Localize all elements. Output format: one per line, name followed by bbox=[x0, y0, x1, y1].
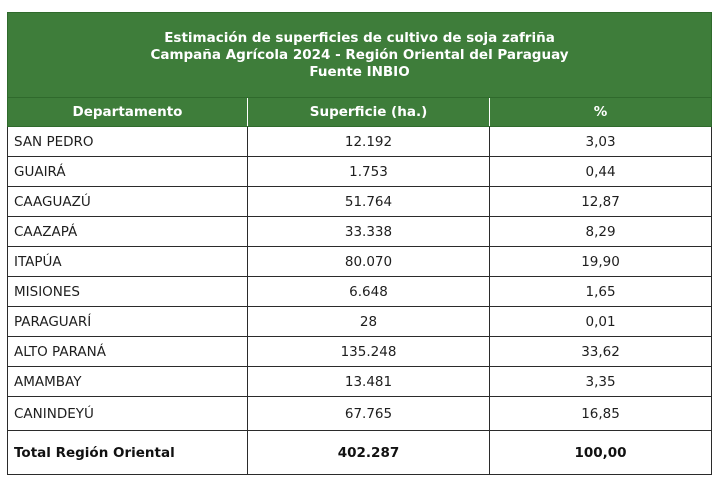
cell-superficie: 12.192 bbox=[248, 127, 490, 157]
column-header-superficie: Superficie (ha.) bbox=[248, 98, 490, 127]
total-row bbox=[8, 431, 712, 475]
table-row bbox=[8, 247, 712, 277]
cell-departamento: GUAIRÁ bbox=[8, 157, 248, 187]
cell-departamento: ALTO PARANÁ bbox=[8, 337, 248, 367]
table-row bbox=[8, 277, 712, 307]
cell-percent: 0,44 bbox=[490, 157, 712, 187]
title-line-3: Fuente INBIO bbox=[309, 63, 410, 80]
table-title bbox=[8, 13, 712, 98]
cell-departamento: CAAGUAZÚ bbox=[8, 187, 248, 217]
cell-percent: 0,01 bbox=[490, 307, 712, 337]
cell-departamento: SAN PEDRO bbox=[8, 127, 248, 157]
cell-departamento: CANINDEYÚ bbox=[8, 397, 248, 431]
table-row bbox=[8, 397, 712, 431]
table-row bbox=[8, 307, 712, 337]
soy-area-table bbox=[7, 12, 712, 475]
table-row bbox=[8, 337, 712, 367]
cell-superficie: 1.753 bbox=[248, 157, 490, 187]
cell-departamento: ITAPÚA bbox=[8, 247, 248, 277]
table-row bbox=[8, 217, 712, 247]
cell-superficie: 6.648 bbox=[248, 277, 490, 307]
total-label: Total Región Oriental bbox=[8, 431, 248, 475]
title-line-1: Estimación de superficies de cultivo de soja zafriña bbox=[164, 29, 555, 46]
table-row bbox=[8, 367, 712, 397]
cell-superficie: 51.764 bbox=[248, 187, 490, 217]
cell-percent: 19,90 bbox=[490, 247, 712, 277]
cell-superficie: 80.070 bbox=[248, 247, 490, 277]
soy-area-table-container bbox=[7, 12, 711, 475]
cell-percent: 33,62 bbox=[490, 337, 712, 367]
cell-percent: 8,29 bbox=[490, 217, 712, 247]
cell-departamento: CAAZAPÁ bbox=[8, 217, 248, 247]
cell-superficie: 33.338 bbox=[248, 217, 490, 247]
cell-percent: 16,85 bbox=[490, 397, 712, 431]
cell-superficie: 13.481 bbox=[248, 367, 490, 397]
cell-percent: 3,35 bbox=[490, 367, 712, 397]
column-header-row bbox=[8, 98, 712, 127]
column-header-departamento: Departamento bbox=[8, 98, 248, 127]
table-row bbox=[8, 157, 712, 187]
cell-departamento: AMAMBAY bbox=[8, 367, 248, 397]
column-header-percent: % bbox=[490, 98, 712, 127]
cell-percent: 12,87 bbox=[490, 187, 712, 217]
title-line-2: Campaña Agrícola 2024 - Región Oriental del Paraguay bbox=[150, 46, 569, 63]
cell-departamento: PARAGUARÍ bbox=[8, 307, 248, 337]
total-superficie: 402.287 bbox=[248, 431, 490, 475]
cell-superficie: 135.248 bbox=[248, 337, 490, 367]
cell-superficie: 67.765 bbox=[248, 397, 490, 431]
cell-departamento: MISIONES bbox=[8, 277, 248, 307]
cell-percent: 3,03 bbox=[490, 127, 712, 157]
cell-superficie: 28 bbox=[248, 307, 490, 337]
cell-percent: 1,65 bbox=[490, 277, 712, 307]
table-row bbox=[8, 127, 712, 157]
title-row bbox=[8, 13, 712, 98]
total-percent: 100,00 bbox=[490, 431, 712, 475]
table-row bbox=[8, 187, 712, 217]
